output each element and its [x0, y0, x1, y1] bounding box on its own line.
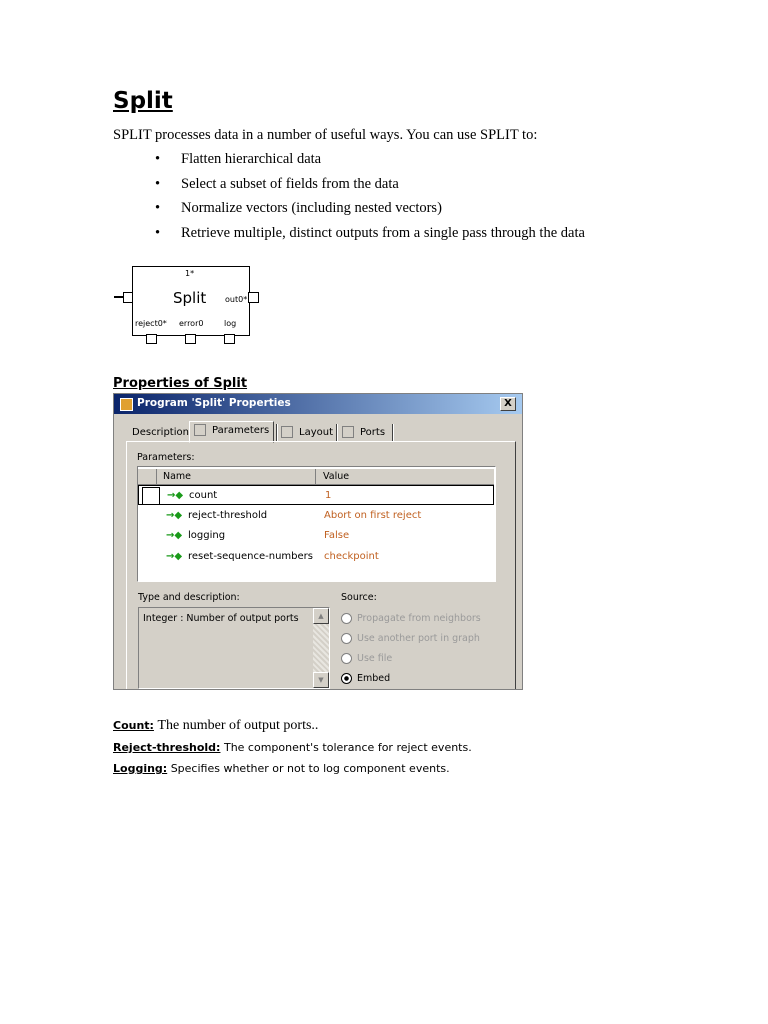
source-label: Source:	[341, 592, 377, 603]
log-port	[224, 334, 235, 344]
bullet-item: • Retrieve multiple, distinct outputs from a single pass through the data	[155, 225, 585, 241]
tab-description[interactable]: Description	[132, 427, 189, 438]
bullet-dot-icon: •	[155, 225, 161, 241]
parameter-arrow-icon: →◆	[166, 551, 183, 562]
bullet-dot-icon: •	[155, 151, 161, 167]
component-name: Split	[173, 289, 207, 307]
radio-icon	[341, 613, 352, 624]
definition-logging: Logging: Specifies whether or not to log component events.	[113, 762, 450, 775]
grid-header	[138, 469, 494, 485]
tab-parameters[interactable]: Parameters	[189, 421, 274, 443]
description-scrollbar[interactable]	[313, 608, 329, 688]
log-port-label: log	[224, 319, 237, 328]
radio-use-another-port[interactable]: Use another port in graph	[341, 633, 480, 644]
parameters-grid	[137, 466, 496, 582]
radio-icon	[341, 633, 352, 644]
tab-ports[interactable]: Ports	[338, 424, 389, 441]
type-description-box	[138, 607, 330, 689]
parameters-label: Parameters:	[137, 452, 195, 463]
error-port-label: error0	[179, 319, 204, 328]
bullet-dot-icon: •	[155, 176, 161, 192]
scroll-down-icon[interactable]: ▼	[313, 672, 329, 688]
out-port-label: out0*	[225, 295, 248, 304]
bullet-item: • Normalize vectors (including nested vectors)	[155, 200, 442, 216]
reject-port-label: reject0*	[135, 319, 167, 328]
properties-dialog	[113, 393, 523, 690]
radio-propagate-from-neighbors[interactable]: Propagate from neighbors	[341, 613, 481, 624]
bullet-dot-icon: •	[155, 200, 161, 216]
tab-layout[interactable]: Layout	[277, 424, 337, 441]
type-description-label: Type and description:	[138, 592, 240, 603]
tab-checkbox-icon	[194, 424, 206, 436]
radio-embed[interactable]: Embed	[341, 673, 390, 684]
reject-port	[146, 334, 157, 344]
dialog-titlebar	[114, 394, 522, 414]
scroll-up-icon[interactable]: ▲	[313, 608, 329, 624]
parameter-row-count[interactable]: →◆ count 1	[138, 485, 494, 505]
error-port	[185, 334, 196, 344]
parameter-row-logging[interactable]: →◆ logging False	[138, 526, 494, 546]
input-arrow-icon	[114, 296, 123, 298]
split-component-diagram	[132, 266, 250, 336]
definition-count: Count: The number of output ports..	[113, 718, 319, 733]
program-icon	[120, 398, 133, 411]
column-value[interactable]: Value	[323, 471, 350, 482]
parameter-row-reject-threshold[interactable]: →◆ reject-threshold Abort on first reject	[138, 506, 494, 526]
bullet-item: • Flatten hierarchical data	[155, 151, 322, 167]
output-port	[248, 292, 259, 303]
properties-heading: Properties of Split	[113, 376, 248, 391]
parameter-row-reset-sequence-numbers[interactable]: →◆ reset-sequence-numbers checkpoint	[138, 547, 494, 567]
component-count: 1*	[185, 269, 195, 278]
dialog-title: Program 'Split' Properties	[137, 397, 291, 409]
tab-checkbox-icon	[281, 426, 293, 438]
intro-paragraph: SPLIT processes data in a number of useful ways. You can use SPLIT to:	[113, 127, 538, 143]
tab-checkbox-icon	[342, 426, 354, 438]
close-button[interactable]: X	[500, 397, 516, 411]
radio-selected-icon	[341, 673, 352, 684]
definition-reject-threshold: Reject-threshold: The component's tolerance for reject events.	[113, 741, 472, 754]
parameter-arrow-icon: →◆	[166, 510, 183, 521]
column-name[interactable]: Name	[157, 469, 316, 484]
radio-use-file[interactable]: Use file	[341, 653, 392, 664]
parameter-arrow-icon: →◆	[166, 530, 183, 541]
radio-icon	[341, 653, 352, 664]
type-description-text: Integer : Number of output ports	[143, 613, 299, 624]
page-title: Split	[113, 88, 173, 114]
bullet-item: • Select a subset of fields from the data	[155, 176, 399, 192]
parameter-arrow-icon: →◆	[167, 490, 184, 501]
